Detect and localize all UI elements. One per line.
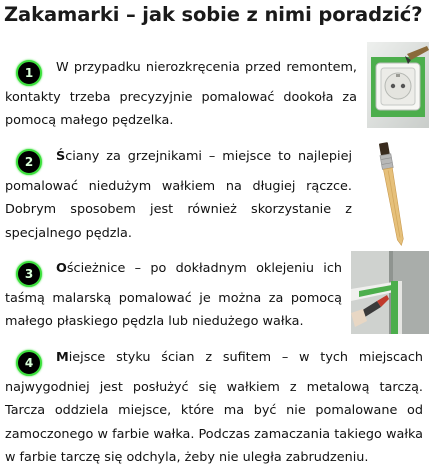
item-text: ścieżnice – po dokładnym oklejeniu ich taśmą malarską pomalować je można za pomocą małego płaskiego pędzla lub niedużego wałka. xyxy=(5,261,342,330)
item-lead-letter: Ś xyxy=(56,149,66,164)
electrical-socket-icon xyxy=(367,42,429,128)
number-badge: 4 xyxy=(16,350,42,376)
list-item-4 xyxy=(5,346,423,469)
page-title: Zakamarki – jak sobie z nimi poradzić? xyxy=(4,3,423,26)
list-item-1 xyxy=(5,56,357,133)
list-item-3 xyxy=(5,257,342,334)
number-badge: 2 xyxy=(16,149,42,175)
paintbrush-icon xyxy=(373,140,413,250)
item-text: iejsce styku ścian z sufitem – w tych miejscach najwygodniej jest posłużyć się wałkiem z metalową tarczą. Tarcza oddziela miejsce, które ma być nie pomalowane od zamoczonego w farbie wałka. Podczas zamaczania takiego wałka w farbie tarczę się odchyla, żeby nie uległa zabrudzeniu. xyxy=(5,350,423,465)
number-badge: 3 xyxy=(16,261,42,287)
item-lead-letter: O xyxy=(56,261,67,276)
item-lead-letter: M xyxy=(56,350,69,365)
door-frame-painting-icon xyxy=(351,251,429,334)
number-badge: 1 xyxy=(16,60,42,86)
item-text: ciany za grzejnikami – miejsce to najlepiej pomalować niedużym wałkiem na długiej rączce. Dobrym sposobem jest również skorzystanie z specjalnego pędzla. xyxy=(5,149,352,241)
item-text: W przypadku nierozkręcenia przed remontem, kontakty trzeba precyzyjnie pomalować dookoła za pomocą małego pędzelka. xyxy=(5,60,357,129)
list-item-2 xyxy=(5,145,352,245)
